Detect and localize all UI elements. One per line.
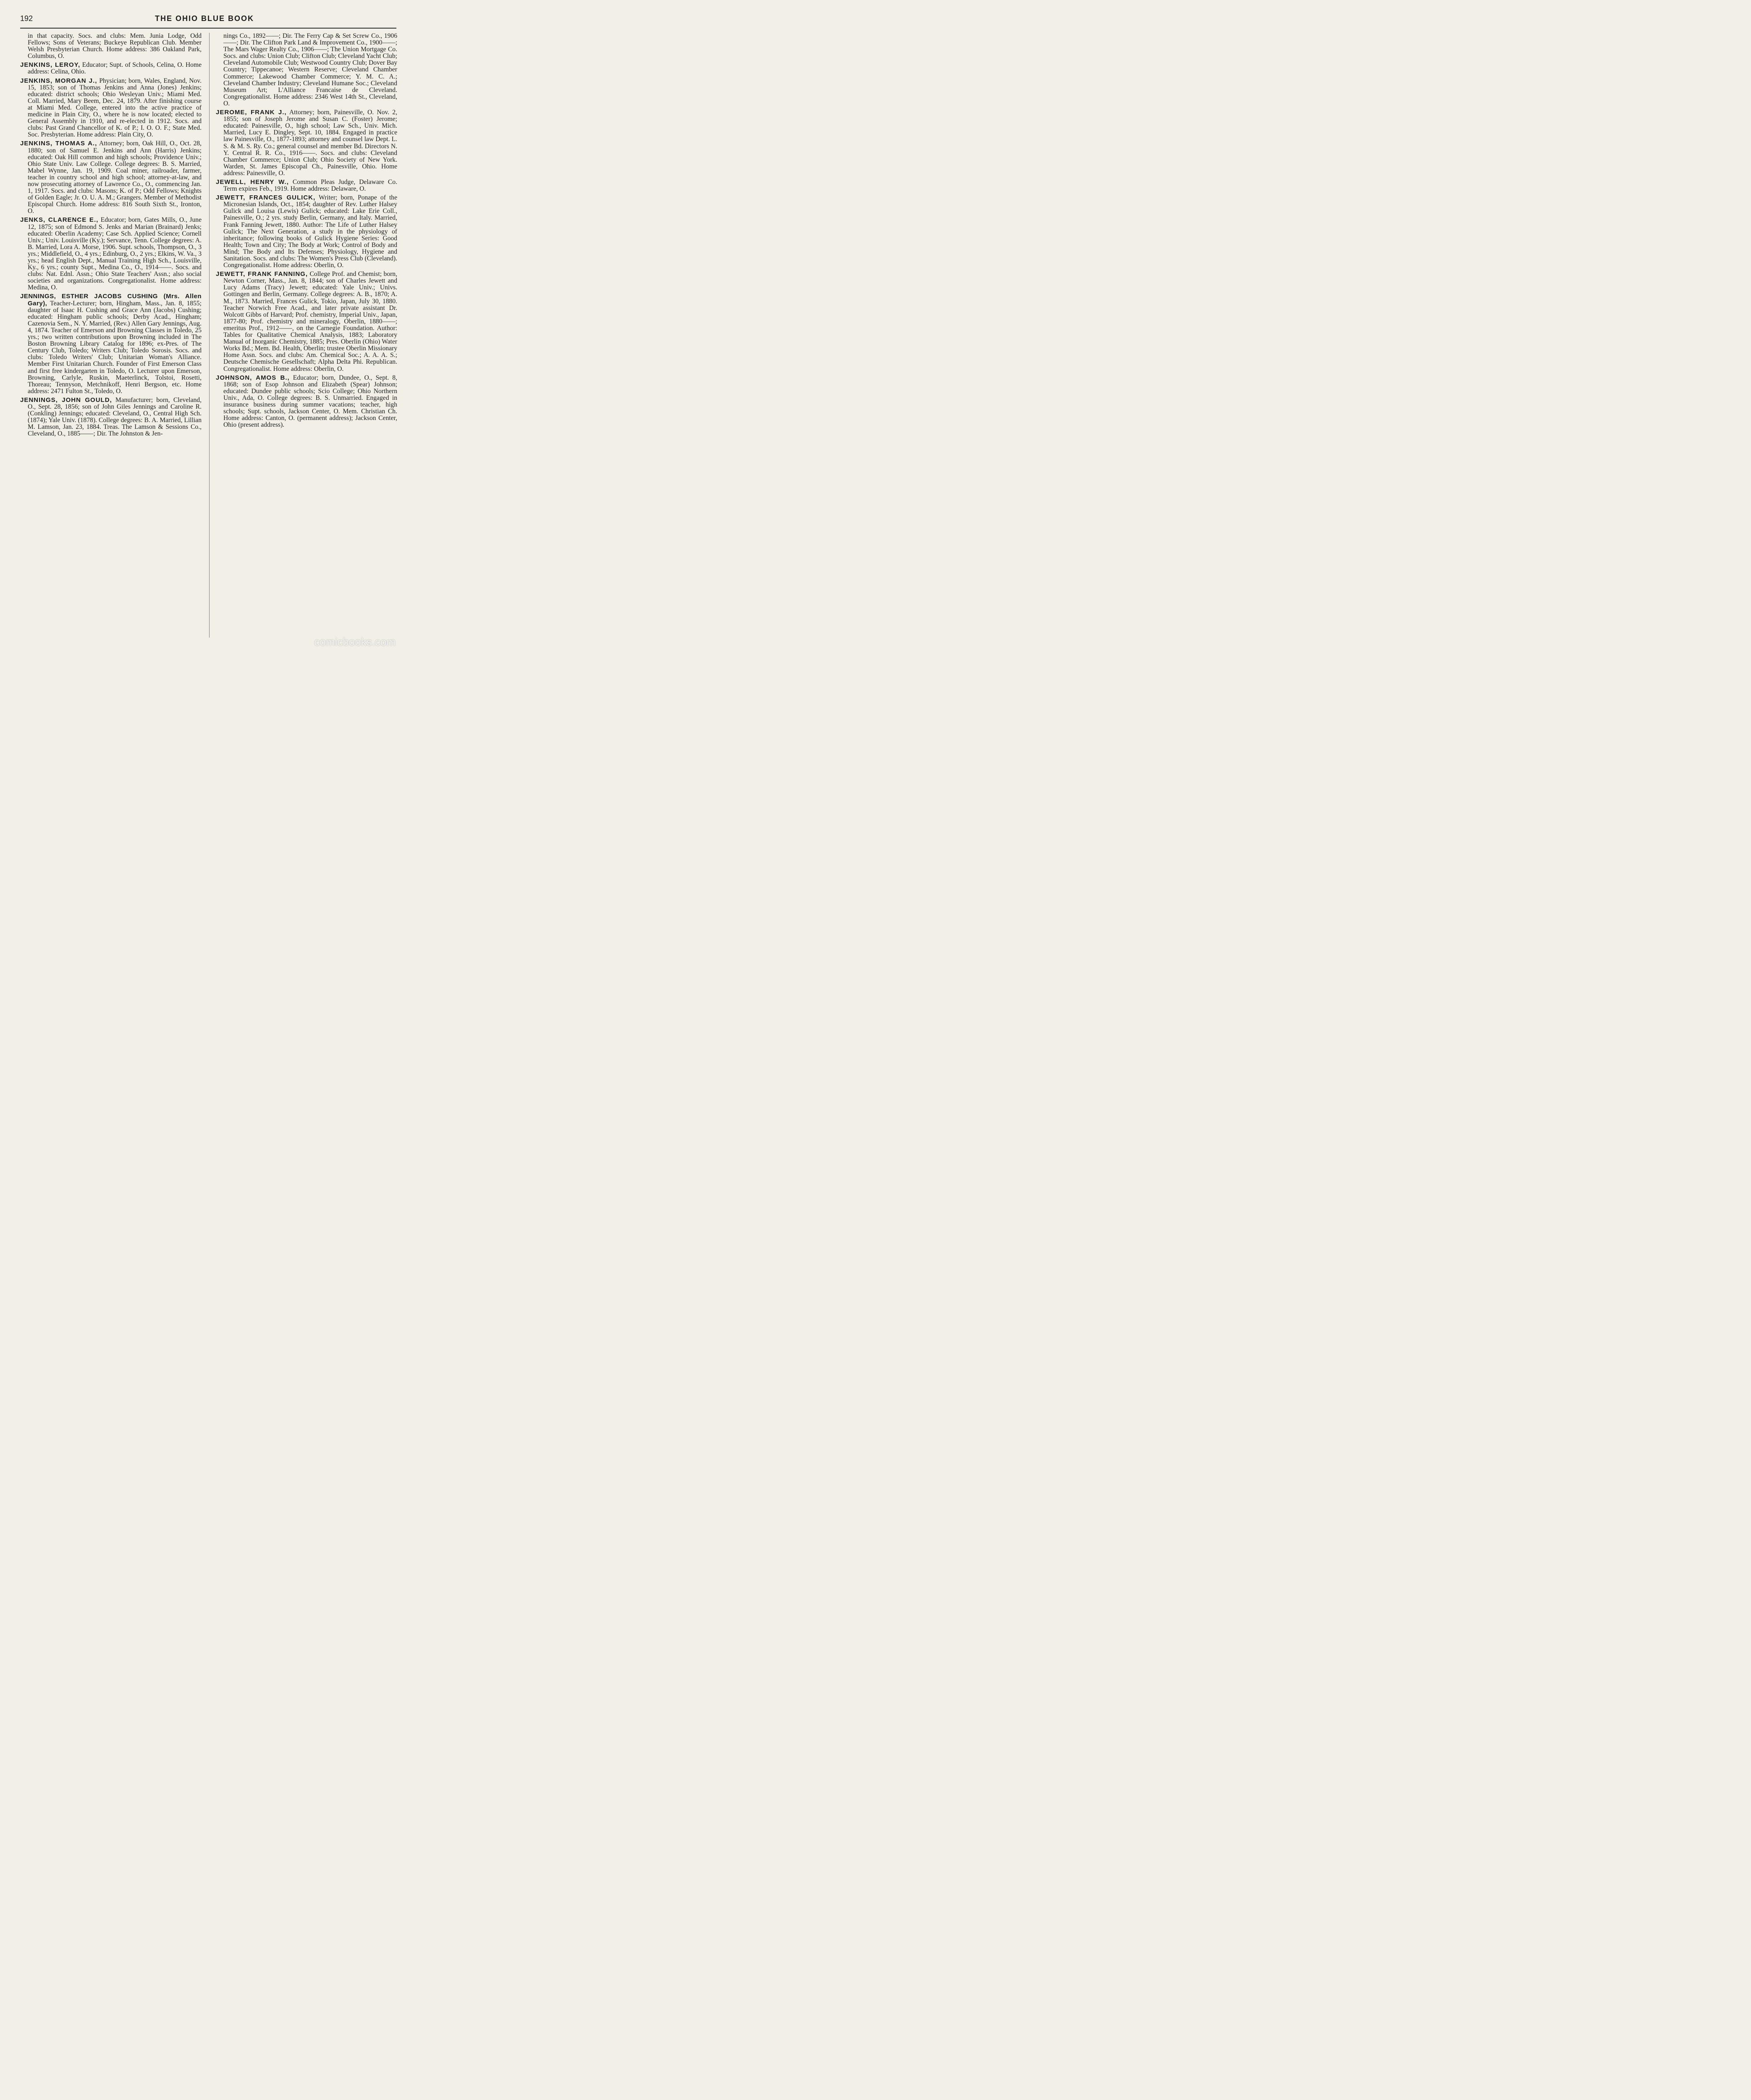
entry-name: JEWETT, FRANK FANNING, xyxy=(216,270,308,278)
watermark: comicbooks.com xyxy=(314,635,396,648)
entry-text: Writer; born, Ponape of the Micronesian Islands, Oct., 1854; daughter of Rev. Luther Halsey Gulick and Louisa (Lewis) Gulick; educated: Lake Erie Coll., Painesville, O.; 2 yrs. study Berlin, Germany, and Italy. Married, Frank Fanning Jewett, 1880. Author: The Life of Luther Halsey Gulick; The Next Generation, a study in the physiology of inheritance; following books of Gulick Hygiene Series: Good Health; Town and City; The Body at Work; Control of Body and Mind; The Body and Its Defenses; Physiology, Hygiene and Sanitation. Socs. and clubs: The Women's Press Club (Cleveland). Congregationalist. Home address: Oberlin, O. xyxy=(223,194,398,269)
entry-text: Educator; born, Dundee, O., Sept. 8, 1868; son of Esop Johnson and Elizabeth (Spear) Johnson; educated: Dundee public schools; Scio College; Ohio Northern Univ., Ada, O. College degrees: B. S. Unmarried. Engaged in insurance business during summer vacations; teacher, high schools; Supt. schools, Jackson Center, O. Mem. Christian Ch. Home address: Canton, O. (permanent address); Jackson Center, Ohio (present address). xyxy=(223,374,397,429)
entry-jenkins-leroy xyxy=(20,62,202,75)
column-divider xyxy=(209,33,210,638)
entry-johnson-amos xyxy=(216,375,397,429)
entry-name: JENKS, CLARENCE E., xyxy=(20,216,99,224)
entry-name: JENKINS, MORGAN J., xyxy=(20,77,97,84)
page-header xyxy=(20,14,397,27)
entry-text: Common Pleas Judge, Delaware Co. Term expires Feb., 1919. Home address: Delaware, O. xyxy=(223,178,397,193)
running-head: THE OHIO BLUE BOOK xyxy=(155,14,254,23)
left-column xyxy=(20,33,202,439)
entry-continuation xyxy=(20,33,202,60)
entry-jewell-henry xyxy=(216,179,397,192)
entry-text: Physician; born, Wales, England, Nov. 15, 1853; son of Thomas Jenkins and Anna (Jones) Jenkins; educated: district schools; Ohio Wesleyan Univ.; Miami Med. Coll. Married, Mary Beem, Dec. 24, 1879. After finishing course at Miami Med. College, entered into the active practice of medicine in Plain City, O., where he is now located; elected to General Assembly in 1910, and re-elected in 1912. Socs. and clubs: Past Grand Chancellor of K. of P.; I. O. O. F.; State Med. Soc. Presbyterian. Home address: Plain City, O. xyxy=(28,77,202,139)
header-rule xyxy=(20,28,396,29)
entry-name: JEWELL, HENRY W., xyxy=(216,178,289,186)
entry-name: JENKINS, THOMAS A., xyxy=(20,140,97,147)
entry-text: Manufacturer; born, Cleveland, O., Sept. 28, 1856; son of John Giles Jennings and Caroline R. (Conkling) Jennings; educated: Cleveland, O., Central High Sch. (1874); Yale Univ. (1878). College degrees: B. A. Married, Lillian M. Lamson, Jan. 23, 1884. Treas. The Lamson & Sessions Co., Cleveland, O., 1885——; Dir. The Johnston & Jen- xyxy=(28,396,202,438)
entry-jennings-john xyxy=(20,397,202,438)
entry-jenkins-thomas xyxy=(20,140,202,215)
entry-jenkins-morgan xyxy=(20,78,202,139)
entry-text: nings Co., 1892——; Dir. The Ferry Cap & Set Screw Co., 1906——; Dir. The Clifton Park Land & Improvement Co., 1900——; The Mars Wager Realty Co., 1906——; The Union Mortgage Co. Socs. and clubs: Union Club; Clifton Club; Cleveland Yacht Club; Cleveland Automobile Club; Westwood Country Club; Dover Bay Country; Tippecanoe; Western Reserve; Cleveland Chamber Commerce; Lakewood Chamber Commerce; Y. M. C. A.; Cleveland Chamber Industry; Cleveland Humane Soc.; Cleveland Museum Art; L'Alliance Francaise de Cleveland. Congregationalist. Home address: 2346 West 14th St., Cleveland, O. xyxy=(223,32,397,107)
entry-text: Attorney; born, Painesville, O. Nov. 2, 1855; son of Joseph Jerome and Susan C. (Foster) Jerome; educated: Painesville, O., high school; Law Sch., Univ. Mich. Married, Lucy E. Dingley, Sept. 10, 1884. Engaged in practice law Painesville, O., 1877-1893; attorney and counsel law Dept. L. S. & M. S. Ry. Co.; general counsel and member Bd. Directors N. Y. Central R. R. Co., 1916——. Socs. and clubs: Cleveland Chamber Commerce; Union Club; Ohio Society of New York. Warden, St. James Episcopal Ch., Painesville, Ohio. Home address: Painesville, O. xyxy=(223,109,397,177)
entry-continuation xyxy=(216,33,397,107)
entry-name: JEROME, FRANK J., xyxy=(216,109,287,116)
entry-text: Teacher-Lecturer; born, Hingham, Mass., Jan. 8, 1855; daughter of Isaac H. Cushing and Grace Ann (Jacobs) Cushing; educated: Hingham public schools; Derby Acad., Hingham; Cazenovia Sem., N. Y. Married, (Rev.) Allen Gary Jennings, Aug. 4, 1874. Teacher of Emerson and Browning Classes in Toledo, 25 yrs.; two written contributions upon Browning included in The Boston Browning Library Catalog for 1896; ex-Pres. of The Century Club, Toledo; Writers Club; Toledo Sorosis. Socs. and clubs: Toledo Writers' Club; Unitarian Woman's Alliance. Member First Unitarian Church. Founder of First Emerson Class and first free kindergarten in Toledo, O. Lecturer upon Emerson, Browning, Carlyle, Ruskin, Maeterlinck, Tolstoi, Rosetti, Thoreau; Tennyson, Metchnikoff, Henri Bergson, etc. Home address: 2471 Fulton St., Toledo, O. xyxy=(28,299,202,395)
entry-text: College Prof. and Chemist; born, Newton Corner, Mass., Jan. 8, 1844; son of Charles Jewett and Lucy Adams (Tracy) Jewett; educated: Yale Univ.; Univs. Gottingen and Berlin, Germany. College degrees: A. B., 1870; A. M., 1873. Married, Frances Gulick, Tokio, Japan, July 30, 1880. Teacher Norwich Free Acad., and later private assistant Dr. Wolcott Gibbs of Harvard; Prof. chemistry, Imperial Univ., Japan, 1877-80; Prof. chemistry and mineralogy, Oberlin, 1880——; emeritus Prof., 1912——, on the Carnegie Foundation. Author: Tables for Qualitative Chemical Analysis, 1883; Laboratory Manual of Inorganic Chemistry, 1885; Pres. Oberlin (Ohio) Water Works Bd.; Mem. Bd. Health, Oberlin; trustee Oberlin Missionary Home Assn. Socs. and clubs: Am. Chemical Soc.; A. A. A. S.; Deutsche Chemische Gesellschaft; Alpha Delta Phi. Republican. Congregationalist. Home address: Oberlin, O. xyxy=(223,270,397,373)
entry-name: JENNINGS, JOHN GOULD, xyxy=(20,396,112,404)
page-number: 192 xyxy=(20,14,33,23)
entry-jewett-frank xyxy=(216,271,397,372)
entry-name: JENKINS, LEROY, xyxy=(20,61,81,69)
entry-text: Attorney; born, Oak Hill, O., Oct. 28, 1880; son of Samuel E. Jenkins and Ann (Harris) Jenkins; educated: Oak Hill common and high schools; Providence Univ.; Ohio State Univ. Law College. College degrees: B. S. Married, Mabel Wynne, Jan. 19, 1909. Coal miner, railroader, farmer, teacher in country school and high school; attorney-at-law, and now prosecuting attorney of Lawrence Co., O., commencing Jan. 1, 1917. Socs. and clubs: Masons; K. of P.; Odd Fellows; Knights of Golden Eagle; Jr. O. U. A. M.; Grangers. Member of Methodist Episcopal Church. Home address: 816 South Sixth St., Ironton, O. xyxy=(28,140,202,215)
entry-text: in that capacity. Socs. and clubs: Mem. Junia Lodge, Odd Fellows; Sons of Veterans; Buckeye Republican Club. Member Welsh Presbyterian Church. Home address: 386 Oakland Park, Columbus, O. xyxy=(28,32,202,60)
entry-name: JOHNSON, AMOS B., xyxy=(216,374,290,381)
entry-text: Educator; Supt. of Schools, Celina, O. Home address: Celina, Ohio. xyxy=(28,61,202,76)
entry-jennings-esther xyxy=(20,293,202,394)
entry-jenks-clarence xyxy=(20,217,202,291)
entry-text: Educator; born, Gates Mills, O., June 12, 1875; son of Edmond S. Jenks and Marian (Brainard) Jenks; educated: Oberlin Academy; Case Sch. Applied Science; Cornell Univ.; Univ. Louisville (Ky.); Servance, Tenn. College degrees: A. B. Married, Lora A. Morse, 1906. Supt. schools, Thompson, O., 3 yrs.; Middlefield, O., 4 yrs.; Edinburg, O., 2 yrs.; Elkins, W. Va., 3 yrs.; head English Dept., Manual Training High Sch., Louisville, Ky., 6 yrs.; county Supt., Medina Co., O., 1914——. Socs. and clubs: Nat. Ednl. Assn.; Ohio State Teachers' Assn.; also social societies and organizations. Congregationalist. Home address: Medina, O. xyxy=(28,216,202,291)
entry-jerome-frank xyxy=(216,109,397,177)
entry-name: JENNINGS, ESTHER JACOBS CUSHING (Mrs. Allen Gary), xyxy=(20,293,202,307)
right-column xyxy=(216,33,397,430)
entry-name: JEWETT, FRANCES GULICK, xyxy=(216,194,316,202)
entry-jewett-frances xyxy=(216,194,397,269)
